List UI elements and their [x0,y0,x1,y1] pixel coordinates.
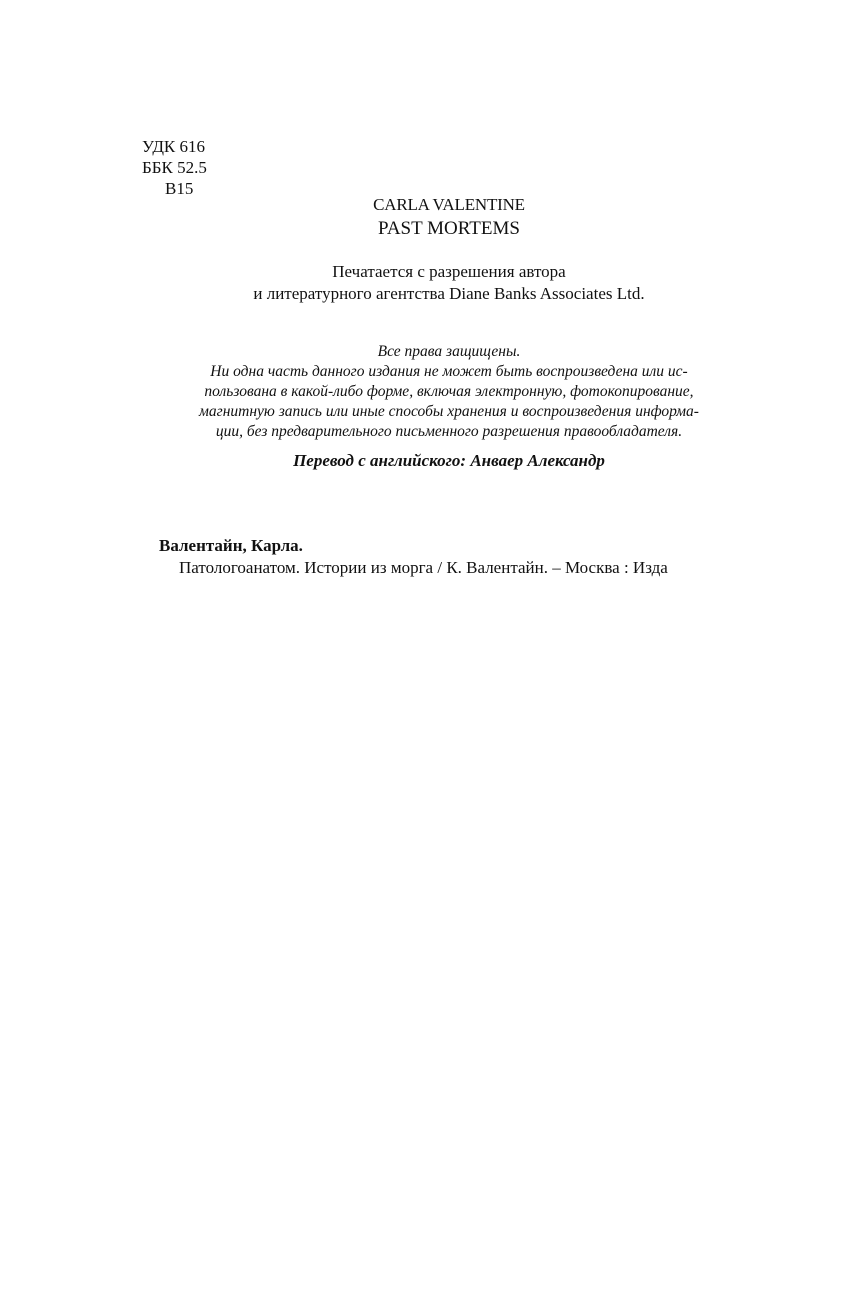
biblio-author: Валентайн, Карла. [159,536,303,555]
bbk-code: ББК 52.5 [142,158,207,177]
rights-line-3: пользована в какой-либо форме, включая электронную, фотокопирование, [204,383,694,400]
permission-notice [0,261,844,305]
permission-line-1: Печатается с разрешения автора [332,262,566,281]
rights-line-1: Все права защищены. [377,343,521,360]
rights-line-5: ции, без предварительного письменного разрешения правообладателя. [215,423,683,440]
classification-codes [142,136,207,199]
udk-code: УДК 616 [142,137,206,156]
author-mark: В15 [165,179,194,198]
rights-line-2: Ни одна часть данного издания не может быть воспроизведена или ис- [210,363,688,380]
bibliographic-record [159,535,668,579]
original-title: PAST MORTEMS [378,218,520,239]
permission-line-2: и литературного агентства Diane Banks Associates Ltd. [253,284,645,303]
original-author: CARLA VALENTINE [373,195,525,214]
rights-line-4: магнитную запись или иные способы хранения и воспроизведения информа- [199,403,699,420]
rights-notice [146,342,752,442]
translation-credit: Перевод с английского: Анваер Александр [293,451,605,470]
biblio-entry: Патологоанатом. Истории из морга / К. Валентайн. – Москва : Изда [179,558,668,577]
